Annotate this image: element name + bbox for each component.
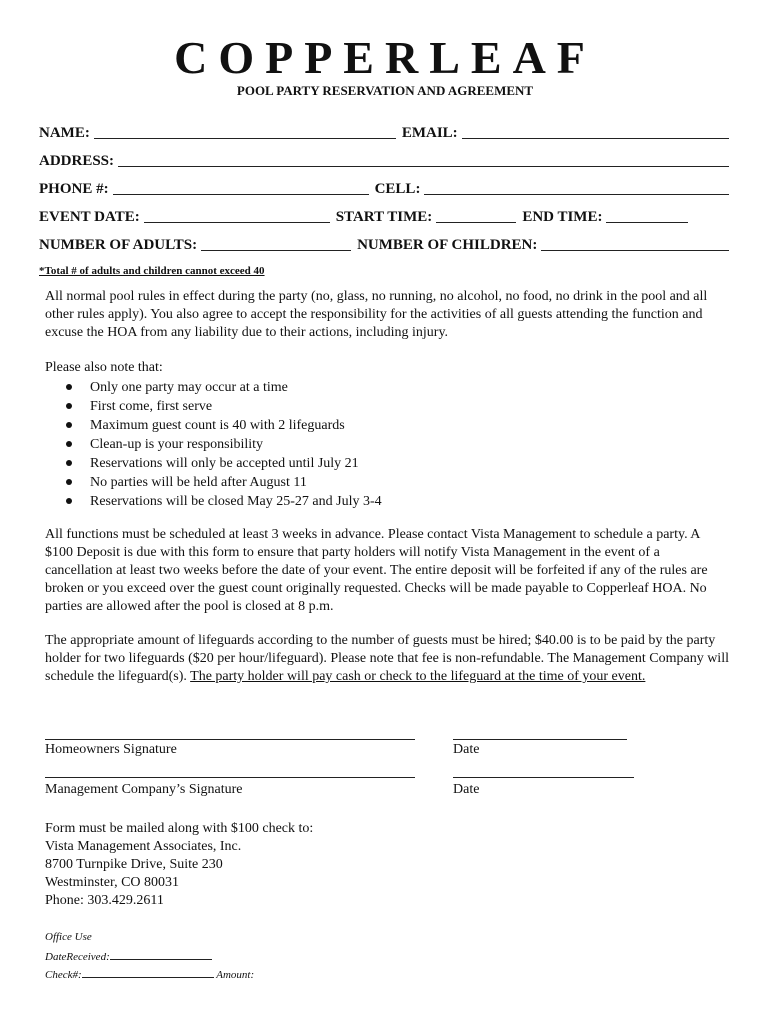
form-subtitle: POOL PARTY RESERVATION AND AGREEMENT: [236, 83, 534, 98]
list-item: No parties will be held after August 11: [66, 473, 382, 492]
bullet-icon: [66, 384, 72, 390]
list-item: Maximum guest count is 40 with 2 lifeguards: [66, 416, 382, 435]
office-use-heading: Office Use: [45, 931, 92, 943]
phone-label: PHONE #:: [39, 181, 109, 197]
event-date-field[interactable]: [144, 207, 330, 223]
check-label: Check#:: [45, 969, 82, 981]
page-title: COPPERLEAF: [174, 32, 596, 83]
cell-label: CELL:: [374, 181, 421, 197]
bullet-icon: [66, 422, 72, 428]
list-item: Clean-up is your responsibility: [66, 435, 382, 454]
mailing-street: 8700 Turnpike Drive, Suite 230: [45, 857, 223, 872]
event-time-row: [39, 206, 729, 226]
lifeguard-paragraph: The appropriate amount of lifeguards according to the number of guests must be hired; $40.00 is to be paid by the party holder for two lifeguards ($20 per hour/lifeguard). Please note that fee is non-refundable. The Management Company will schedule the lifeguard(s). The party holder will pay cash or check to the lifeguard at the time of your event.: [45, 633, 729, 684]
check-field[interactable]: [82, 966, 214, 978]
date-received-field[interactable]: [110, 948, 212, 960]
phone-cell-row: [39, 178, 729, 198]
date-received-row: [45, 948, 212, 964]
mailing-intro: Form must be mailed along with $100 check to:: [45, 821, 314, 836]
bullet-icon: [66, 479, 72, 485]
homeowner-date-label: Date: [453, 742, 480, 757]
adults-label: NUMBER OF ADULTS:: [39, 237, 198, 253]
bullet-icon: [66, 498, 72, 504]
homeowner-signature-label: Homeowners Signature: [45, 742, 177, 757]
mailing-city: Westminster, CO 80031: [45, 875, 180, 890]
address-field[interactable]: [118, 151, 729, 167]
bullet-icon: [66, 403, 72, 409]
start-time-field[interactable]: [436, 207, 516, 223]
phone-field[interactable]: [113, 179, 369, 195]
adults-field[interactable]: [201, 235, 351, 251]
start-time-label: START TIME:: [335, 209, 433, 225]
end-time-field[interactable]: [606, 207, 688, 223]
notes-intro: Please also note that:: [45, 360, 163, 375]
name-label: NAME:: [39, 125, 90, 141]
name-email-row: [39, 122, 729, 142]
management-signature-label: Management Company’s Signature: [45, 782, 243, 797]
address-label: ADDRESS:: [39, 153, 115, 169]
email-field[interactable]: [462, 123, 729, 139]
homeowner-date-line[interactable]: [453, 739, 627, 740]
management-date-line[interactable]: [453, 777, 634, 778]
mailing-phone: Phone: 303.429.2611: [45, 893, 164, 908]
list-item: Reservations will be closed May 25-27 and July 3-4: [66, 492, 382, 511]
address-row: [39, 150, 729, 170]
rules-paragraph: All normal pool rules in effect during the party (no, glass, no running, no alcohol, no food, no drink in the pool and all other rules apply). You also agree to accept the responsibility for the activities of all guests attending the function and excuse the HOA from any liability due to their actions, including injury.: [45, 289, 708, 340]
management-signature-line[interactable]: [45, 777, 415, 778]
management-date-label: Date: [453, 782, 480, 797]
homeowner-signature-line[interactable]: [45, 739, 415, 740]
event-date-label: EVENT DATE:: [39, 209, 140, 225]
cell-field[interactable]: [424, 179, 729, 195]
list-item: Only one party may occur at a time: [66, 378, 382, 397]
guest-count-row: [39, 234, 729, 254]
end-time-label: END TIME:: [522, 209, 603, 225]
list-item: Reservations will only be accepted until July 21: [66, 454, 382, 473]
name-field[interactable]: [94, 123, 396, 139]
notes-list: [66, 378, 382, 511]
date-received-label: DateReceived:: [45, 951, 110, 963]
amount-label: Amount:: [216, 969, 255, 981]
bullet-icon: [66, 441, 72, 447]
children-label: NUMBER OF CHILDREN:: [357, 237, 538, 253]
list-item: First come, first serve: [66, 397, 382, 416]
check-amount-row: [45, 966, 254, 982]
lifeguard-payment-note: The party holder will pay cash or check to the lifeguard at the time of your event.: [190, 669, 646, 684]
mailing-company: Vista Management Associates, Inc.: [45, 839, 242, 854]
email-label: EMAIL:: [401, 125, 458, 141]
bullet-icon: [66, 460, 72, 466]
mailing-address: [45, 820, 313, 910]
scheduling-paragraph: All functions must be scheduled at least 3 weeks in advance. Please contact Vista Management to schedule a party. A $100 Deposit is due with this form to ensure that party holders will notify Vista Management in the event of a cancellation at least two weeks before the date of your event. The entire deposit will be forfeited if any of the rules are broken or you exceed over the guest count originally requested. Checks will be made payable to Copperleaf HOA. No parties are allowed after the pool is closed at 8 p.m.: [45, 527, 708, 614]
children-field[interactable]: [541, 235, 729, 251]
guest-limit-note: *Total # of adults and children cannot exceed 40: [39, 265, 265, 277]
